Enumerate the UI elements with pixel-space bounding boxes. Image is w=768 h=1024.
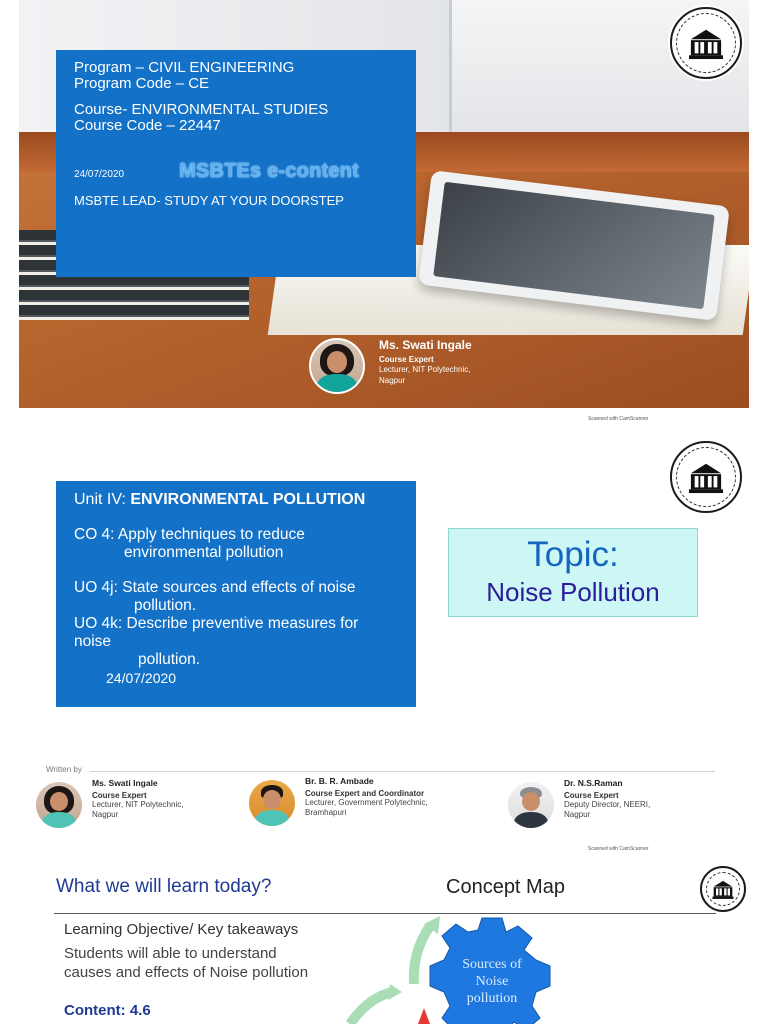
program-text: Program – CIVIL ENGINEERING (74, 59, 295, 76)
msbte-seal-icon (670, 7, 742, 79)
objective-line: causes and effects of Noise pollution (64, 964, 309, 981)
cycle-arrow (414, 926, 430, 984)
course-outcome: CO 4: Apply techniques to reduce (74, 526, 305, 543)
avatar (508, 782, 554, 828)
course-outcome-cont: environmental pollution (124, 544, 284, 561)
unit-outcome-4k: UO 4k: Describe preventive measures for (74, 615, 359, 632)
divider (90, 771, 715, 772)
course-info-panel (56, 50, 416, 277)
red-gear-icon (418, 1008, 430, 1024)
unit-outcome-4j: UO 4j: State sources and effects of noise (74, 579, 356, 596)
unit-heading (74, 491, 398, 509)
course-code-text: Course Code – 22447 (74, 117, 221, 134)
avatar (36, 782, 82, 828)
course-text: Course- ENVIRONMENTAL STUDIES (74, 101, 329, 118)
program-code-text: Program Code – CE (74, 75, 210, 92)
avatar (309, 338, 365, 394)
econtent-title: MSBTEs e-content (179, 160, 359, 182)
scanner-watermark: Scanned with CamScanner (588, 416, 649, 422)
unit-outcomes-panel (56, 481, 416, 707)
learning-objective-desc (64, 944, 308, 982)
expert-name: Ms. Swati Ingale (379, 338, 472, 352)
gear-label-line: pollution (466, 991, 518, 1006)
expert-role: Course Expert (379, 355, 434, 364)
lead-tagline: MSBTE LEAD- STUDY AT YOUR DOORSTEP (74, 193, 344, 208)
author-city: Nagpur (92, 810, 119, 819)
slide-date: 24/07/2020 (106, 670, 177, 686)
unit-title: ENVIRONMENTAL POLLUTION (130, 491, 366, 508)
slide-date: 24/07/2020 (74, 169, 125, 180)
author-desc: Deputy Director, NEERI, (564, 800, 651, 809)
cycle-arrow (350, 992, 392, 1024)
unit-outcome-4k-end: pollution. (138, 651, 201, 668)
unit-outcome-4j-cont: pollution. (134, 597, 197, 614)
author-city: Nagpur (564, 810, 591, 819)
scanner-watermark: Scanned with CamScanner (588, 846, 649, 852)
msbte-seal-icon (700, 866, 746, 912)
learning-objective-title: Learning Objective/ Key takeaways (64, 921, 299, 938)
author-name: Ms. Swati Ingale (92, 778, 158, 788)
title-slide (19, 0, 749, 408)
author-role: Course Expert and Coordinator (305, 789, 425, 798)
author-card (249, 776, 428, 826)
unit-prefix: Unit IV: (74, 491, 131, 508)
tablet-screen (433, 182, 715, 309)
concept-map-heading: Concept Map (446, 876, 565, 898)
msbte-seal-icon (670, 441, 742, 513)
author-role: Course Expert (564, 791, 619, 800)
author-name: Br. B. R. Ambade (305, 776, 374, 786)
author-city: Bramhapuri (305, 808, 347, 817)
gear-label-line: Sources of (462, 957, 522, 972)
concept-map-diagram (330, 912, 570, 1024)
topic-name: Noise Pollution (486, 577, 660, 607)
gear-label-line: Noise (475, 974, 509, 989)
content-label: Content: 4.6 (64, 1002, 151, 1019)
avatar (249, 780, 295, 826)
author-card (36, 778, 183, 828)
author-desc: Lecturer, NIT Polytechnic, (92, 800, 184, 809)
unit-outcome-4k-cont: noise (74, 633, 112, 650)
arrow-head (388, 984, 402, 1000)
topic-box (448, 528, 698, 617)
course-expert (309, 338, 472, 394)
author-desc: Lecturer, Government Polytechnic, (305, 798, 428, 807)
objective-line: Students will able to understand (64, 945, 277, 962)
author-card (508, 778, 650, 828)
author-name: Dr. N.S.Raman (564, 778, 623, 788)
topic-label: Topic: (527, 535, 619, 574)
expert-desc: Lecturer, NIT Polytechnic, (379, 365, 471, 374)
expert-city: Nagpur (379, 376, 406, 385)
learn-today-heading: What we will learn today? (56, 876, 272, 897)
author-role: Course Expert (92, 791, 147, 800)
written-by-label: Written by (46, 765, 82, 774)
